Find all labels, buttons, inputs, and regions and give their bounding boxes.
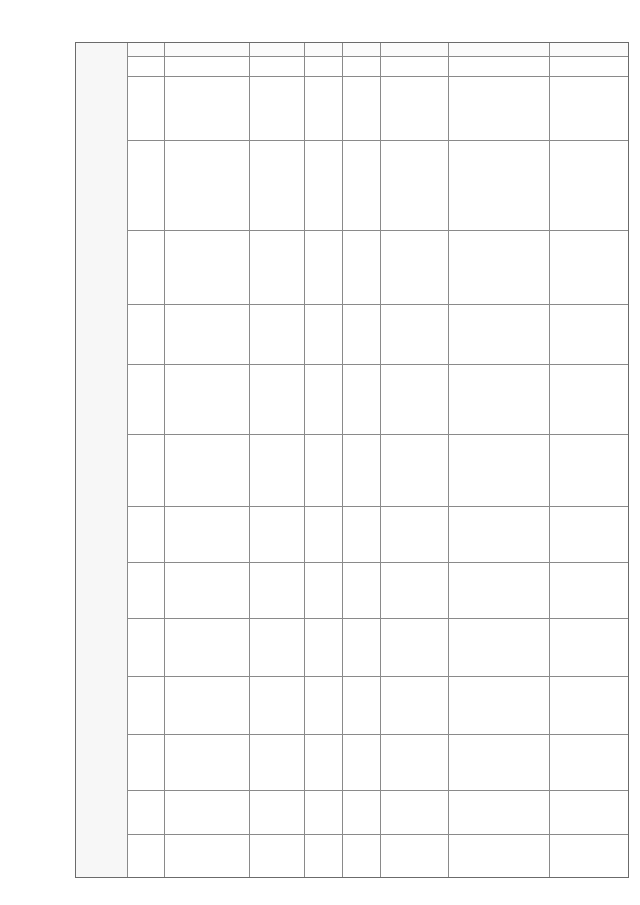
table-row xyxy=(128,43,165,877)
table-row xyxy=(381,43,449,877)
table-row xyxy=(165,43,250,877)
table-row xyxy=(550,43,630,877)
header-region xyxy=(76,43,128,877)
table-row xyxy=(250,43,305,877)
table-row xyxy=(449,43,550,877)
rotated-table xyxy=(75,42,629,878)
table-row xyxy=(305,43,343,877)
table-row xyxy=(343,43,381,877)
